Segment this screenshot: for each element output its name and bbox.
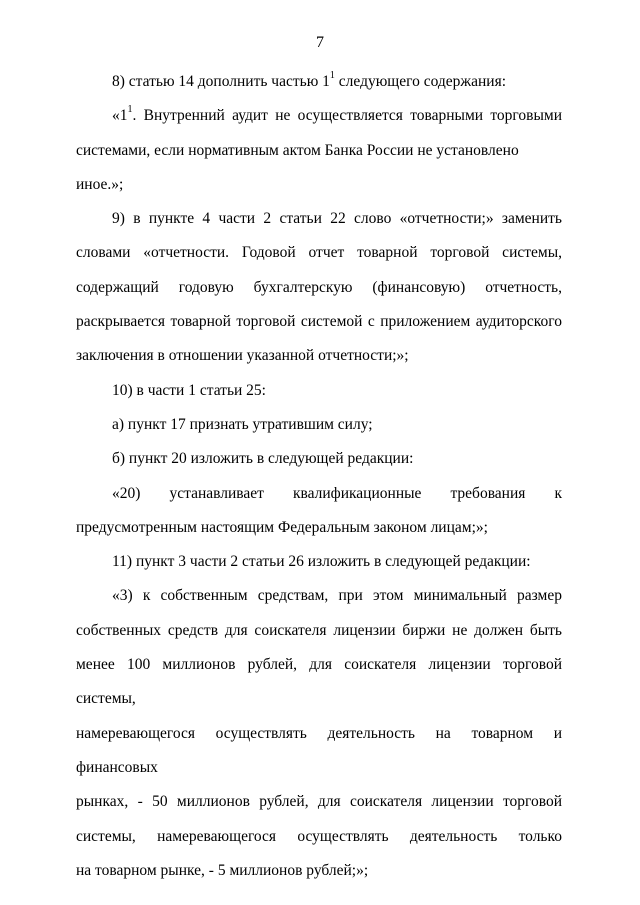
paragraph-own-funds	[76, 579, 562, 888]
paragraph-text: 8) статью 14 дополнить частью 1	[112, 73, 330, 90]
document-body	[76, 65, 562, 888]
paragraph-text: намеревающегося осуществлять деятельность на товарном и финансовых	[76, 724, 562, 776]
superscript: 1	[127, 104, 133, 116]
paragraph-text: предусмотренным настоящим Федеральным законом лицам;»;	[76, 518, 488, 536]
paragraph-text: «1	[112, 107, 128, 125]
superscript: 1	[329, 69, 335, 81]
paragraph-text: «3) к собственным средствам, при этом минимальный размер	[112, 587, 562, 605]
paragraph-text: системами, если нормативным актом Банка России не установлено иное.»;	[76, 141, 519, 193]
paragraph-item-20: б) пункт 20 изложить в следующей редакции:	[112, 450, 414, 468]
paragraph-article-22	[76, 202, 562, 373]
paragraph-text: содержащий годовую бухгалтерскую (финансовую) отчетность,	[76, 278, 562, 296]
paragraph-article-25: 10) в части 1 статьи 25:	[112, 381, 266, 399]
paragraph-text: рынках, - 50 миллионов рублей, для соискателя лицензии торговой	[76, 793, 562, 811]
paragraph-text: 9) в пункте 4 части 2 статьи 22 слово «отчетности;» заменить	[112, 210, 562, 228]
paragraph-text: заключения в отношении указанной отчетности;»;	[76, 347, 409, 365]
paragraph-text: на товарном рынке, - 5 миллионов рублей;»;	[76, 861, 369, 879]
paragraph-qualification	[76, 477, 562, 546]
paragraph-item-17: а) пункт 17 признать утратившим силу;	[112, 415, 373, 433]
page-number: 7	[316, 34, 324, 51]
paragraph-article-26: 11) пункт 3 части 2 статьи 26 изложить в следующей редакции:	[112, 553, 531, 571]
paragraph-text: «20) устанавливает квалификационные требования к	[112, 484, 562, 502]
paragraph-internal-audit	[76, 99, 562, 202]
paragraph-text: следующего содержания:	[334, 73, 507, 90]
paragraph-text: словами «отчетности. Годовой отчет товарной торговой системы,	[76, 244, 562, 262]
paragraph-text: . Внутренний аудит не осуществляется товарными торговыми	[132, 107, 562, 125]
paragraph-text: системы, намеревающегося осуществлять деятельность только	[76, 827, 562, 845]
paragraph-amend-article-14	[76, 65, 562, 99]
paragraph-text: раскрывается товарной торговой системой с приложением аудиторского	[76, 313, 562, 331]
paragraph-text: менее 100 миллионов рублей, для соискателя лицензии торговой системы,	[76, 656, 562, 708]
paragraph-text: собственных средств для соискателя лицензии биржи не должен быть	[76, 621, 562, 639]
